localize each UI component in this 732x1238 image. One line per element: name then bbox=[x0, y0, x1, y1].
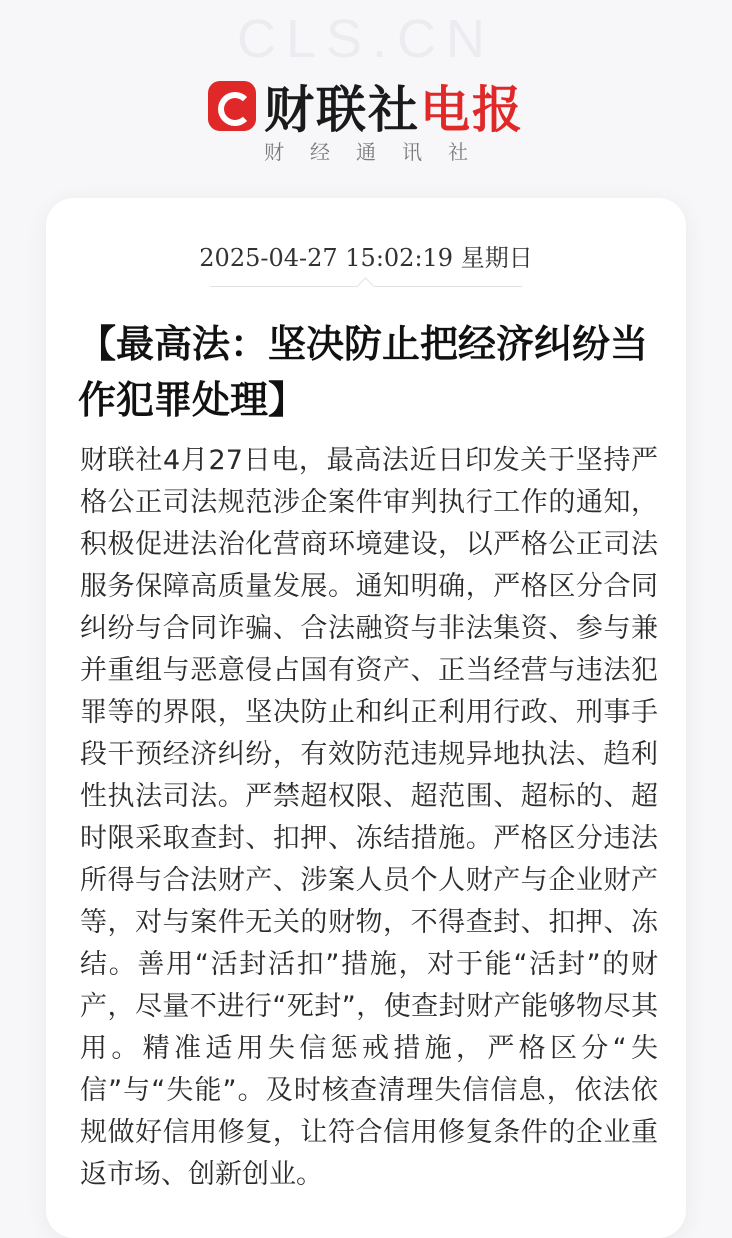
brand-name-red: 电报 bbox=[420, 81, 524, 139]
article-datetime: 2025-04-27 15:02:19 星期日 bbox=[199, 244, 533, 272]
brand-name bbox=[264, 70, 524, 142]
watermark: CLS.CN bbox=[236, 9, 496, 69]
article-title: 【最高法：坚决防止把经济纠纷当作犯罪处理】 bbox=[78, 321, 649, 422]
article-body: 财联社4月27日电，最高法近日印发关于坚持严格公正司法规范涉企案件审判执行工作的通知，积极促进法治化营商环境建设，以严格公正司法服务保障高质量发展。通知明确，严格区分合同纠纷与合同诈骗、合法融资与非法集资、参与兼并重组与恶意侵占国有资产、正当经营与违法犯罪等的界限，坚决防止和纠正利用行政、刑事手段干预经济纠纷，有效防范违规异地执法、趋利性执法司法。严禁超权限、超范围、超标的、超时限采取查封、扣押、冻结措施。严格区分违法所得与合法财产、涉案人员个人财产与企业财产等，对与案件无关的财物，不得查封、扣押、冻结。善用“活封活扣”措施，对于能“活封”的财产，尽量不进行“死封”，使查封财产能够物尽其用。精准适用失信惩戒措施，严格区分“失信”与“失能”。及时核查清理失信信息，依法依规做好信用修复，让符合信用修复条件的企业重返市场、创新创业。 bbox=[80, 445, 658, 1190]
cls-c-logo-icon bbox=[208, 81, 256, 131]
brand-name-black: 财联社 bbox=[264, 81, 420, 139]
brand-header bbox=[0, 70, 732, 142]
brand-subtitle: 财经通讯社 bbox=[264, 140, 494, 164]
